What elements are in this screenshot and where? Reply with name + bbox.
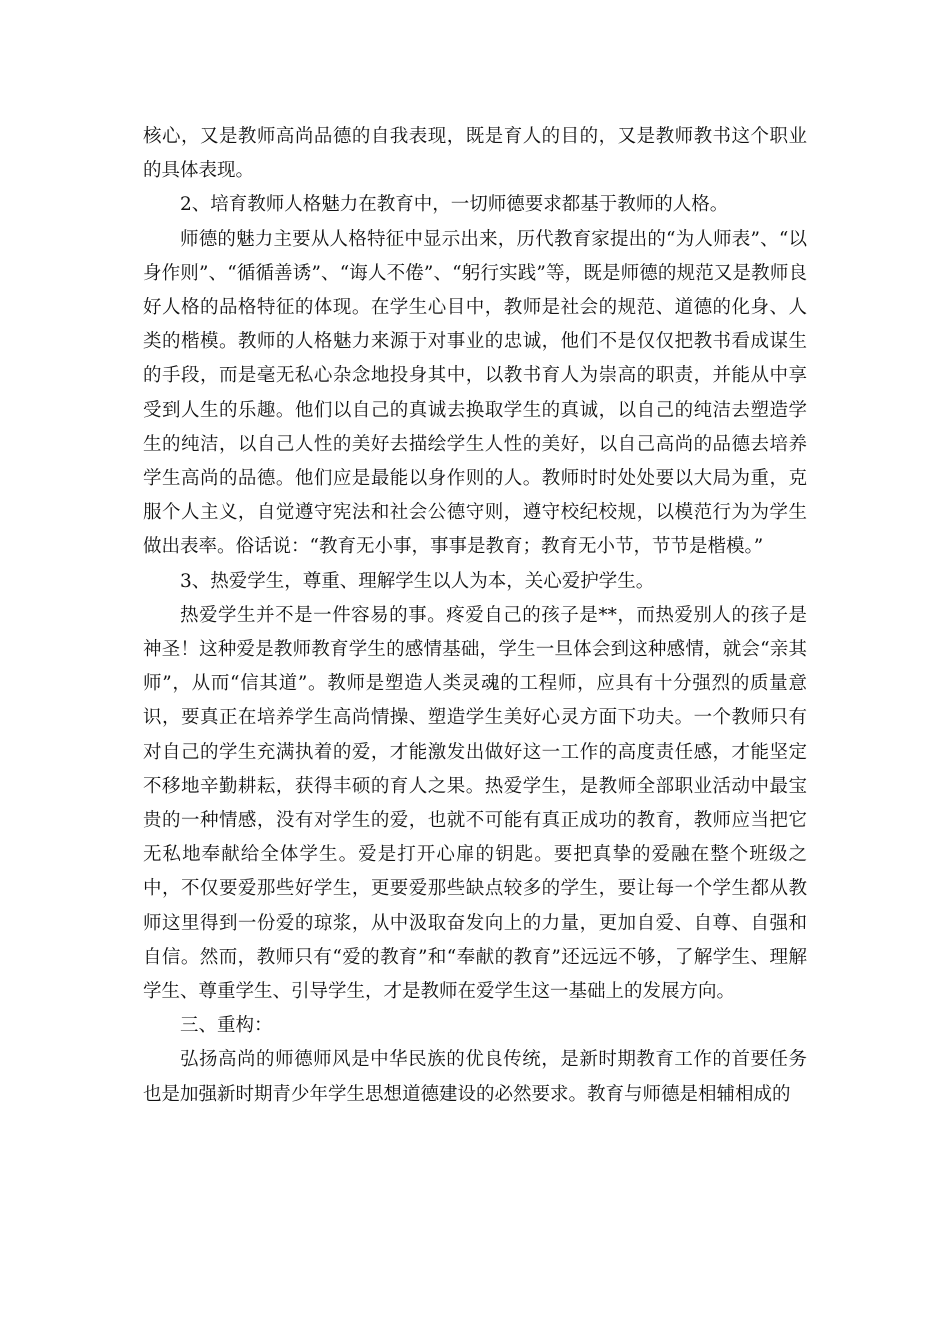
paragraph-1: 核心，又是教师高尚品德的自我表现，既是育人的目的，又是教师教书这个职业的具体表现。 xyxy=(143,126,807,182)
paragraph-3: 师德的魅力主要从人格特征中显示出来，历代教育家提出的“为人师表”、“以身作则”、“循循善诱”、“诲人不倦”、“躬行实践”等，既是师德的规范又是教师良好人格的品格特征的体现。在学生心目中，教师是社会的规范、道德的化身、人类的楷模。教师的人格魅力来源于对事业的忠诚，他们不是仅仅把教书看成谋生的手段，而是毫无私心杂念地投身其中，以教书育人为崇高的职责，并能从中享受到人生的乐趣。他们以自己的真诚去换取学生的真诚，以自己的纯洁去塑造学生的纯洁，以自己人性的美好去描绘学生人性的美好，以自己高尚的品德去培养学生高尚的品德。他们应是最能以身作则的人。教师时时处处要以大局为重，克服个人主义，自觉遵守宪法和社会公德守则，遵守校纪校规，以模范行为为学生做出表率。俗话说：“教育无小事，事事是教育；教育无小节，节节是楷模。” xyxy=(143,228,807,558)
paragraph-2: 2、培育教师人格魅力在教育中，一切师德要求都基于教师的人格。 xyxy=(180,194,729,216)
paragraph-6: 弘扬高尚的师德师风是中华民族的优良传统，是新时期教育工作的首要任务也是加强新时期青少年学生思想道德建设的必然要求。教育与师德是相辅相成的 xyxy=(143,1049,807,1105)
paragraph-4: 3、热爱学生，尊重、理解学生以人为本，关心爱护学生。 xyxy=(180,570,655,592)
document-body xyxy=(143,120,807,1112)
section-heading: 三、重构： xyxy=(180,1015,273,1037)
paragraph-5: 热爱学生并不是一件容易的事。疼爱自己的孩子是**，而热爱别人的孩子是神圣！这种爱是教师教育学生的感情基础，学生一旦体会到这种感情，就会“亲其师”，从而“信其道”。教师是塑造人类灵魂的工程师，应具有十分强烈的质量意识，要真正在培养学生高尚情操、塑造学生美好心灵方面下功夫。一个教师只有对自己的学生充满执着的爱，才能激发出做好这一工作的高度责任感，才能坚定不移地辛勤耕耘，获得丰硕的育人之果。热爱学生，是教师全部职业活动中最宝贵的一种情感，没有对学生的爱，也就不可能有真正成功的教育，教师应当把它无私地奉献给全体学生。爱是打开心扉的钥匙。要把真挚的爱融在整个班级之中，不仅要爱那些好学生，更要爱那些缺点较多的学生，要让每一个学生都从教师这里得到一份爱的琼浆，从中汲取奋发向上的力量，更加自爱、自尊、自强和自信。然而，教师只有“爱的教育”和“奉献的教育”还远远不够，了解学生、理解学生、尊重学生、引导学生，才是教师在爱学生这一基础上的发展方向。 xyxy=(143,604,807,1003)
